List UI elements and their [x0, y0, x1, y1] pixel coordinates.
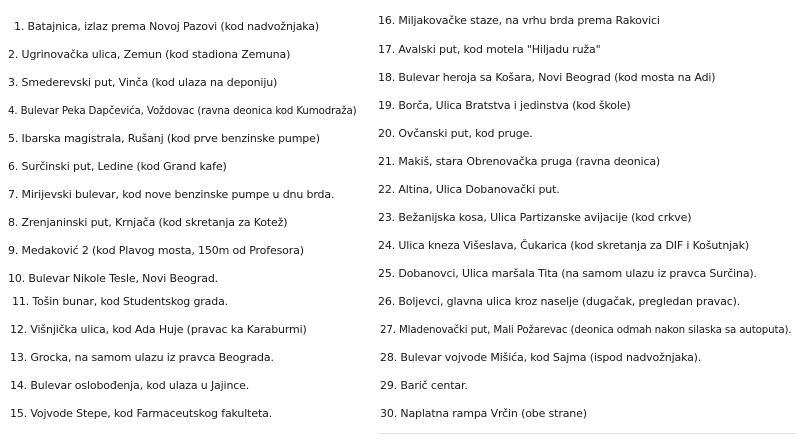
list-item: 11. Tošin bunar, kod Studentskog grada. [12, 295, 229, 308]
list-item: 10. Bulevar Nikole Tesle, Novi Beograd. [8, 272, 219, 285]
list-item: 12. Višnjička ulica, kod Ada Huje (pravac ka Karaburmi) [10, 323, 307, 336]
list-item: 9. Medaković 2 (kod Plavog mosta, 150m od Profesora) [8, 244, 304, 257]
list-item: 8. Zrenjaninski put, Krnjača (kod skretanja za Kotež) [8, 216, 288, 229]
list-item: 7. Mirijevski bulevar, kod nove benzinske pumpe u dnu brda. [8, 188, 335, 201]
list-item: 4. Bulevar Peka Dapčevića, Voždovac (ravna deonica kod Kumodraža) [8, 105, 357, 117]
list-item: 16. Miljakovačke staze, na vrhu brda prema Rakovici [378, 14, 660, 27]
list-item: 29. Barič centar. [380, 379, 468, 392]
list-item: 6. Surčinski put, Ledine (kod Grand kafe) [8, 160, 227, 173]
list-item: 30. Naplatna rampa Vrčin (obe strane) [380, 407, 587, 420]
list-item: 20. Ovčanski put, kod pruge. [378, 127, 533, 140]
list-item: 15. Vojvode Stepe, kod Farmaceutskog fakulteta. [10, 407, 273, 420]
list-item: 5. Ibarska magistrala, Rušanj (kod prve benzinske pumpe) [8, 132, 320, 145]
list-item: 2. Ugrinovačka ulica, Zemun (kod stadiona Zemuna) [8, 48, 291, 61]
list-item: 25. Dobanovci, Ulica maršala Tita (na samom ulazu iz pravca Surčina). [378, 267, 757, 280]
list-item: 22. Altina, Ulica Dobanovački put. [378, 183, 560, 196]
bottom-divider [378, 433, 796, 434]
list-item: 17. Avalski put, kod motela "Hiljadu ruža" [378, 43, 601, 56]
list-item: 1. Batajnica, izlaz prema Novoj Pazovi (kod nadvožnjaka) [14, 20, 320, 33]
list-item: 27. Mladenovački put, Mali Požarevac (deonica odmah nakon silaska sa autoputa). [380, 324, 792, 336]
list-item: 13. Grocka, na samom ulazu iz pravca Beograda. [10, 351, 274, 364]
list-item: 21. Makiš, stara Obrenovačka pruga (ravna deonica) [378, 155, 661, 168]
list-item: 24. Ulica kneza Višeslava, Čukarica (kod skretanja za DIF i Košutnjak) [378, 239, 749, 252]
list-item: 28. Bulevar vojvode Mišića, kod Sajma (ispod nadvožnjaka). [380, 351, 702, 364]
list-item: 3. Smederevski put, Vinča (kod ulaza na deponiju) [8, 76, 278, 89]
list-item: 23. Bežanijska kosa, Ulica Partizanske avijacije (kod crkve) [378, 211, 692, 224]
list-item: 14. Bulevar oslobođenja, kod ulaza u Jajince. [10, 379, 250, 392]
list-item: 26. Boljevci, glavna ulica kroz naselje (dugačak, pregledan pravac). [378, 295, 741, 308]
list-item: 19. Borča, Ulica Bratstva i jedinstva (kod škole) [378, 99, 631, 112]
list-item: 18. Bulevar heroja sa Košara, Novi Beograd (kod mosta na Adi) [378, 71, 716, 84]
